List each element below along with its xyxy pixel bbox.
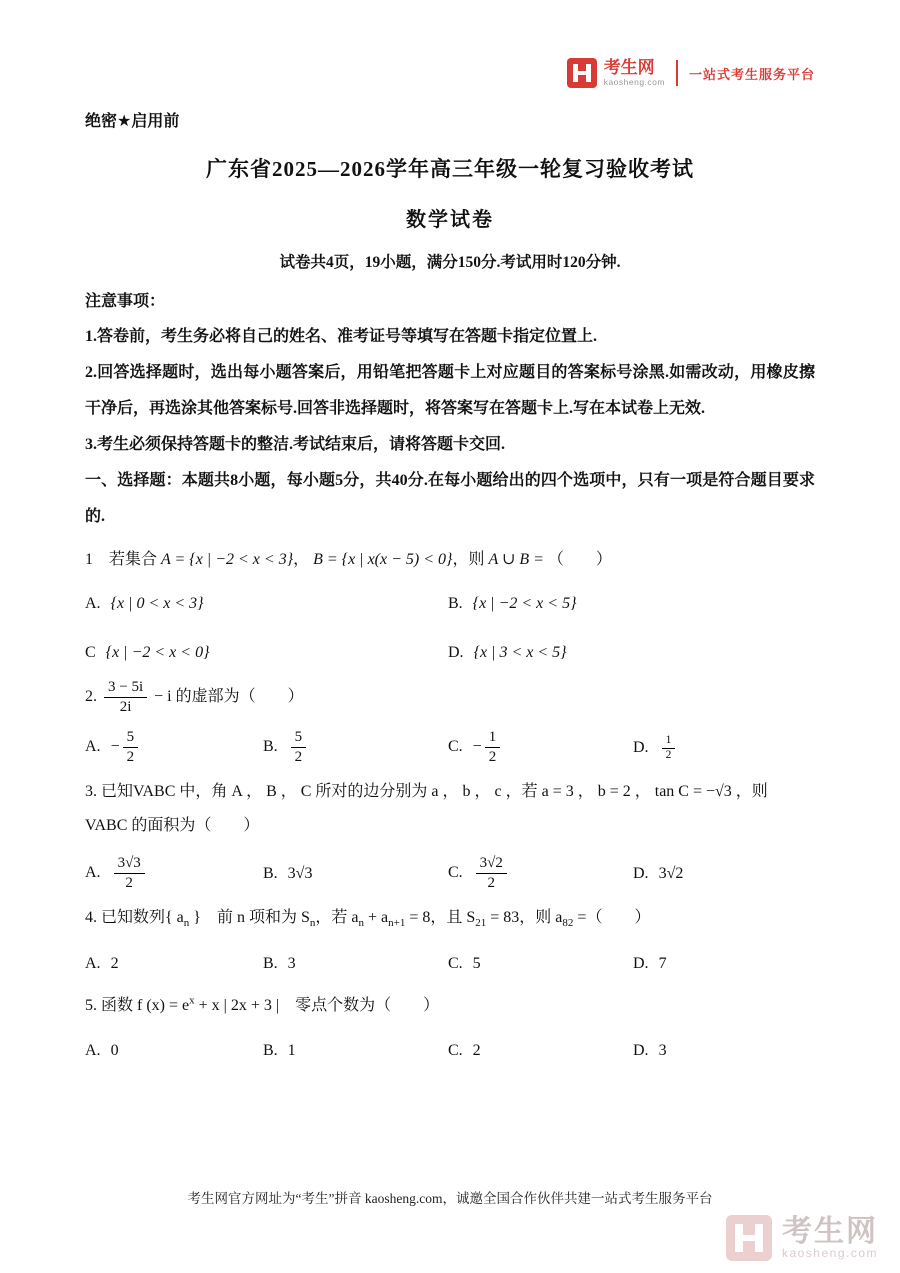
q4-sub4: n+1 xyxy=(388,916,406,929)
q4-s3: ，若 a xyxy=(315,908,359,926)
question-2-options xyxy=(85,728,815,767)
question-4-options xyxy=(85,947,815,981)
q2-option-a-label: A. xyxy=(85,738,101,756)
q4-sub3: n xyxy=(358,916,364,929)
q4-s6: = 83，则 a xyxy=(486,908,563,926)
q4-sub6: 82 xyxy=(562,916,574,929)
q4-sub5: 21 xyxy=(475,916,487,929)
q1-answer-slot: （ ） xyxy=(547,551,612,569)
logo-domain-text: kaosheng.com xyxy=(603,76,665,87)
q3-option-a xyxy=(85,854,263,893)
q2-option-c xyxy=(448,728,633,767)
question-5-stem xyxy=(85,989,815,1023)
q4-option-a-text: 2 xyxy=(110,954,119,972)
q4-s1: 4. 已知数列{ a xyxy=(85,908,184,926)
q2-option-d xyxy=(633,731,815,765)
question-5-options xyxy=(85,1034,815,1068)
q4-s7: =（ ） xyxy=(573,908,651,926)
q5-s2: + x | 2x + 3 | 零点个数为（ ） xyxy=(194,996,440,1014)
q1-set-b: B = {x | x(x − 5) < 0} xyxy=(313,551,453,569)
q3-option-d xyxy=(633,857,815,891)
kaosheng-logo-icon xyxy=(567,58,597,88)
q4-sub2: n xyxy=(309,916,316,929)
kaosheng-watermark xyxy=(726,1215,878,1261)
watermark-text-block xyxy=(782,1216,878,1260)
q2-post: − i 的虚部为（ ） xyxy=(154,687,304,705)
q1-option-c xyxy=(85,636,448,670)
q1-comma2: ，则 xyxy=(452,551,485,569)
q2-fraction-denominator: 2i xyxy=(119,698,132,715)
q4-option-d: D. 7 xyxy=(633,954,667,972)
notice-item-2: 2.回答选择题时，选出每小题答案后，用铅笔把答题卡上对应题目的答案标号涂黑.如需改动，用橡皮擦干净后，再选涂其他答案标号.回答非选择题时，将答案写在答题卡上.写在本试卷上无效. xyxy=(85,364,815,418)
notice-item-1: 1.答卷前，考生务必将自己的姓名、准考证号等填写在答题卡指定位置上. xyxy=(85,328,598,346)
q5-sup1: x xyxy=(189,994,195,1007)
notice-heading: 注意事项： xyxy=(85,293,166,310)
q3-option-d-label: D. xyxy=(633,864,649,882)
q1-set-a: A = {x | −2 < x < 3} xyxy=(161,551,294,569)
exam-subtitle: 数学试卷 xyxy=(406,209,494,231)
exam-title: 广东省2025—2026学年高三年级一轮复习验收考试 xyxy=(206,157,694,181)
question-3-stem-line1: 3. 已知VABC 中，角 A ， B ， C 所对的边分别为 a ， b ， c ，若 a = 3 ， b = 2 ， tan C = −√3 ，则 xyxy=(85,782,768,800)
q4-option-c: C. 5 xyxy=(448,954,481,972)
q2-option-a-sign: − xyxy=(110,738,120,756)
q1-option-d-text: {x | 3 < x < 5} xyxy=(473,644,567,662)
logo-brand-text: 考生网 xyxy=(603,57,655,77)
q2-fraction xyxy=(104,678,147,717)
q2-option-c-label: C. xyxy=(448,738,463,756)
q3-option-c-fraction: $\frac{3√2}{2}$ xyxy=(476,854,507,893)
question-4 xyxy=(85,901,815,981)
q5-option-c-text: 2 xyxy=(472,1042,481,1060)
q4-option-a: A. 2 xyxy=(85,954,119,972)
q1-option-c-text: {x | −2 < x < 0} xyxy=(105,644,210,662)
secrecy-label: 绝密★启用前 xyxy=(85,113,180,130)
q2-option-b-label: B. xyxy=(263,738,278,756)
question-1-options xyxy=(85,587,815,670)
q2-option-d-label: D. xyxy=(633,738,649,756)
kaosheng-watermark-icon xyxy=(726,1215,772,1261)
q3-option-a-fraction: $\frac{3√3}{2}$ xyxy=(114,854,145,893)
q5-option-b: B. 1 xyxy=(263,1042,296,1060)
q1-option-a-text: {x | 0 < x < 3} xyxy=(110,594,204,612)
q1-pre: 1 若集合 xyxy=(85,551,158,569)
q5-s1: 5. 函数 f (x) = e xyxy=(85,996,190,1014)
q1-option-c-label: C xyxy=(85,644,96,662)
watermark-brand-text: 考生网 xyxy=(781,1214,878,1248)
question-3-options xyxy=(85,854,815,893)
question-2-stem xyxy=(85,678,815,717)
q4-option-c-text: 5 xyxy=(472,954,481,972)
q5-option-d-text: 3 xyxy=(658,1042,667,1060)
q2-option-c-sign: − xyxy=(472,738,482,756)
q3-option-a-label: A. xyxy=(85,864,101,882)
q2-option-d-fraction: $\frac{1}{2}$ xyxy=(662,734,676,763)
q1-option-b-text: {x | −2 < x < 5} xyxy=(472,594,577,612)
q3-option-b-text: 3√3 xyxy=(287,864,313,882)
q4-option-b-text: 3 xyxy=(287,954,296,972)
logo-text-block xyxy=(604,59,665,87)
q2-option-b-fraction: $\frac{5}{2}$ xyxy=(291,728,307,767)
q1-expr: A ∪ B = xyxy=(488,551,544,569)
q3-option-d-text: 3√2 xyxy=(658,864,684,882)
q3-option-b-label: B. xyxy=(263,864,278,882)
q4-sub1: n xyxy=(183,916,190,929)
question-1-stem xyxy=(85,543,815,577)
logo-divider xyxy=(676,60,678,86)
q4-s4: + a xyxy=(364,908,389,926)
notice-item-3: 3.考生必须保持答题卡的整洁.考试结束后，请将答题卡交回. xyxy=(85,436,506,454)
q5-option-a-text: 0 xyxy=(110,1042,119,1060)
watermark-domain-text: kaosheng.com xyxy=(781,1246,878,1261)
question-4-stem xyxy=(85,901,815,935)
q1-option-b xyxy=(448,587,815,621)
q3-option-c-label: C. xyxy=(448,864,463,882)
q2-option-c-fraction: $\frac{1}{2}$ xyxy=(485,728,501,767)
section1-heading: 一、选择题：本题共8小题，每小题5分，共40分.在每小题给出的四个选项中，只有一项是符合题目要求的. xyxy=(85,472,815,526)
q1-option-b-label: B. xyxy=(448,594,463,612)
footer-text: 考生网官方网址为“考生”拼音 kaosheng.com，诚邀全国合作伙伴共建一站式考生服务平台 xyxy=(187,1191,713,1206)
logo-tagline: 一站式考生服务平台 xyxy=(688,66,815,82)
q1-option-d-label: D. xyxy=(448,644,464,662)
q5-option-a: A. 0 xyxy=(85,1042,119,1060)
question-3-stem-line2: VABC 的面积为（ ） xyxy=(85,816,260,834)
q5-option-c: C. 2 xyxy=(448,1042,481,1060)
q2-option-a-fraction: $\frac{5}{2}$ xyxy=(123,728,139,767)
question-2 xyxy=(85,678,815,767)
q2-pre: 2. xyxy=(85,687,97,705)
question-5 xyxy=(85,989,815,1068)
q4-s5: = 8，且 S xyxy=(405,908,476,926)
q5-option-d: D. 3 xyxy=(633,1042,667,1060)
q1-option-a xyxy=(85,587,448,621)
q5-option-b-text: 1 xyxy=(287,1042,296,1060)
exam-meta: 试卷共4页，19小题，满分150分.考试用时120分钟. xyxy=(279,254,621,271)
q4-s2: } 前 n 项和为 S xyxy=(189,908,310,926)
q3-option-c xyxy=(448,854,633,893)
q3-option-b xyxy=(263,857,448,891)
kaosheng-logo xyxy=(567,58,815,88)
q4-option-d-text: 7 xyxy=(658,954,667,972)
q2-option-b xyxy=(263,728,448,767)
q2-option-a xyxy=(85,728,263,767)
q4-option-b: B. 3 xyxy=(263,954,296,972)
q1-option-d xyxy=(448,636,815,670)
question-1 xyxy=(85,543,815,670)
q1-option-a-label: A. xyxy=(85,594,101,612)
q2-fraction-numerator: 3 − 5i xyxy=(104,678,147,698)
q1-comma1: ， xyxy=(293,551,310,569)
question-3 xyxy=(85,775,815,893)
